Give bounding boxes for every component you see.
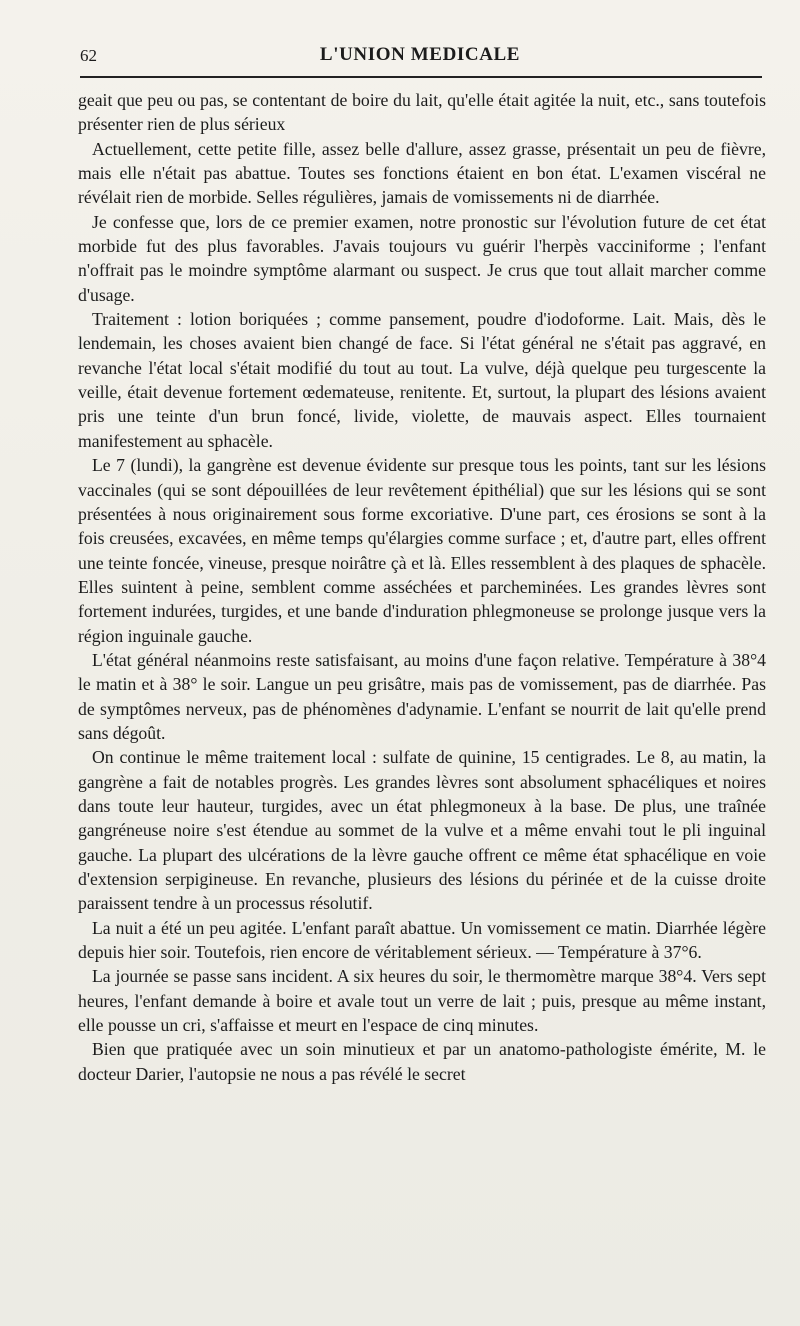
paragraph-1: geait que peu ou pas, se contentant de boire du lait, qu'elle était agitée la nuit, etc., sans toutefois présenter rien de plus sérieux [78, 90, 766, 135]
paragraph-8: La nuit a été un peu agitée. L'enfant paraît abattue. Un vomissement ce matin. Diarrhée légère depuis hier soir. Toutefois, rien encore de véritablement sérieux. — Température à 37°6. [78, 917, 766, 963]
paragraph-6: L'état général néanmoins reste satisfaisant, au moins d'une façon relative. Température à 38°4 le matin et à 38° le soir. Langue un peu grisâtre, mais pas de vomissement, pas de diarrhée. Pas de symptômes nerveux, pas de phénomènes d'adynamie. L'enfant se nourrit de lait qu'elle prend sans dégoût. [78, 649, 766, 743]
paragraph-4: Traitement : lotion boriquées ; comme pansement, poudre d'iodoforme. Lait. Mais, dès le lendemain, les choses avaient bien changé de face. Si l'état général ne s'était pas aggravé, en revanche l'état local s'était modifié du tout au tout. La vulve, déjà quelque peu turgescente la veille, était devenue fortement œdemateuse, renitente. Et, surtout, la plupart des lésions avaient pris une teinte d'un brun foncé, livide, violette, de mauvais aspect. Elles tournaient manifestement au sphacèle. [78, 309, 766, 451]
body-text [78, 88, 766, 1086]
paragraph-9: La journée se passe sans incident. A six heures du soir, le thermomètre marque 38°4. Vers sept heures, l'enfant demande à boire et avale tout un verre de lait ; puis, presque au même instant, elle pousse un cri, s'affaisse et meurt en l'espace de cinq minutes. [78, 966, 766, 1036]
paragraph-5: Le 7 (lundi), la gangrène est devenue évidente sur presque tous les points, tant sur les lésions vaccinales (qui se sont dépouillées de leur revêtement épithélial) que sur les lésions qui se sont présentées à nous originairement sous forme excoriative. D'une part, ces érosions se sont à la fois creusées, excavées, en même temps qu'élargies comme surface ; et, d'autre part, elles offrent une teinte foncée, vineuse, presque noirâtre çà et là. Elles ressemblent à des plaques de sphacèle. Elles suintent à peine, semblent comme asséchées et parcheminées. Les grandes lèvres sont fortement indurées, turgides, et une bande d'induration phlegmoneuse se prolonge jusque vers la région inguinale gauche. [78, 455, 766, 646]
paragraph-10: Bien que pratiquée avec un soin minutieux et par un anatomo-pathologiste émérite, M. le docteur Darier, l'autopsie ne nous a pas révélé le secret [78, 1039, 766, 1084]
page-number: 62 [80, 46, 97, 65]
page-header [80, 42, 760, 76]
running-title: L'UNION MEDICALE [319, 44, 521, 65]
paragraph-3: Je confesse que, lors de ce premier examen, notre pronostic sur l'évolution future de cet état morbide fut des plus favorables. J'avais toujours vu guérir l'herpès vacciniforme ; l'enfant n'offrait pas le moindre symptôme alarmant ou suspect. Je crus que tout allait marcher comme d'usage. [78, 211, 766, 305]
paragraph-7: On continue le même traitement local : sulfate de quinine, 15 centigrades. Le 8, au matin, la gangrène a fait de notables progrès. Les grandes lèvres sont absolument sphacéliques et noires dans toute leur hauteur, turgides, avec un état phlegmoneux à la base. De plus, une traînée gangréneuse noire s'est étendue au sommet de la vulve et a même envahi tout le pli inguinal gauche. La plupart des ulcérations de la lèvre gauche offrent ce même état sphacélique en voie d'extension serpigineuse. En revanche, plusieurs des lésions du périnée et de la cuisse droite paraissent tendre à un processus résolutif. [78, 747, 766, 914]
paragraph-2: Actuellement, cette petite fille, assez belle d'allure, assez grasse, présentait un peu de fièvre, mais elle n'était pas abattue. Toutes ses fonctions étaient en bon état. L'examen viscéral ne révélait rien de morbide. Selles régulières, jamais de vomissements ni de diarrhée. [78, 138, 766, 208]
header-rule [80, 76, 762, 78]
